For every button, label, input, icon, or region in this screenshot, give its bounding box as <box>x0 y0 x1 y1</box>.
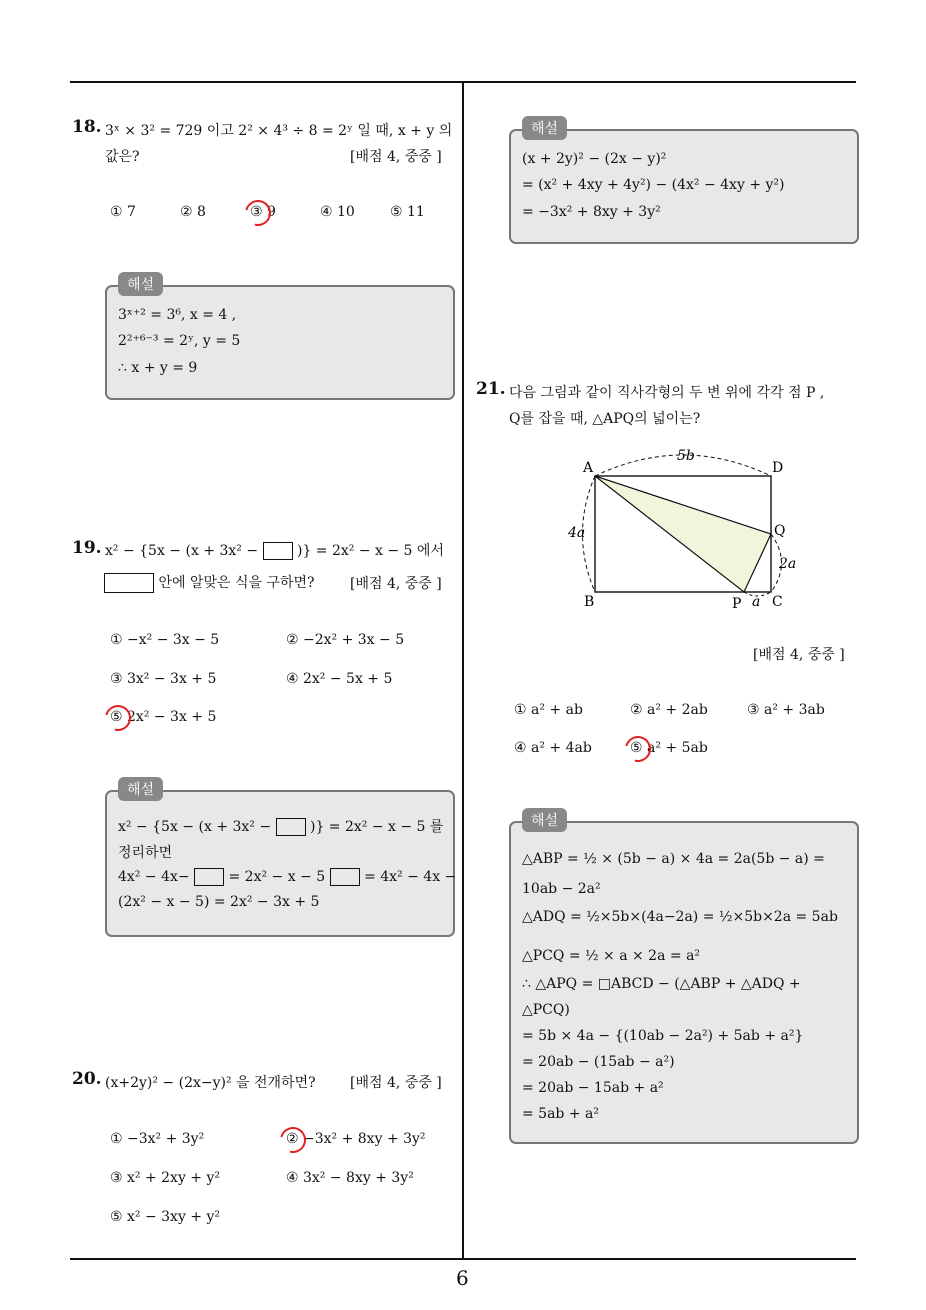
score-label: [배점 4, 중중 ] <box>753 647 845 663</box>
solution-box <box>105 790 455 937</box>
option-3[interactable]: ③ x² + 2xy + y² <box>110 1170 221 1186</box>
option-2[interactable]: ② −2x² + 3x − 5 <box>286 632 405 648</box>
option-4[interactable]: ④ 2x² − 5x + 5 <box>286 671 393 687</box>
question-stem: 다음 그림과 같이 직사각형의 두 변 위에 각각 점 P , <box>509 385 825 401</box>
solution-part: = 2x² − x − 5 <box>228 869 326 885</box>
option-1[interactable]: ① −3x² + 3y² <box>110 1131 205 1147</box>
column-divider <box>462 82 464 1260</box>
label-D: D <box>772 460 784 476</box>
solution-part: x² − {5x − (x + 3x² − <box>118 819 272 835</box>
page-number: 6 <box>456 1266 469 1290</box>
answer-mark <box>100 700 136 736</box>
question-stem <box>105 540 444 560</box>
solution-line: = 5ab + a² <box>522 1106 599 1122</box>
label-P: P <box>732 596 742 612</box>
solution-line: = −3x² + 8xy + 3y² <box>522 204 661 220</box>
solution-badge: 해설 <box>522 116 567 140</box>
solution-line: △PCQ = ½ × a × 2a = a² <box>522 948 701 964</box>
solution-line: (2x² − x − 5) = 2x² − 3x + 5 <box>118 894 320 910</box>
question-stem <box>104 572 315 593</box>
label-C: C <box>772 594 783 610</box>
solution-line: △PCQ) <box>522 1002 570 1018</box>
answer-mark <box>620 731 656 767</box>
solution-badge: 해설 <box>118 272 163 296</box>
stem-part: x² − {5x − (x + 3x² − <box>105 543 259 559</box>
solution-box <box>509 129 859 244</box>
solution-box <box>105 285 455 400</box>
option-3[interactable]: ③ 9 <box>250 204 276 220</box>
question-stem: 값은? <box>105 149 140 165</box>
answer-blank <box>194 868 224 886</box>
option-5[interactable]: ⑤ 2x² − 3x + 5 <box>110 709 217 725</box>
solution-line: 2²⁺⁶⁻³ = 2ʸ, y = 5 <box>118 333 241 349</box>
bottom-rule <box>70 1258 856 1260</box>
solution-line: = 20ab − (15ab − a²) <box>522 1054 675 1070</box>
question-stem: 3ˣ × 3² = 729 이고 2² × 4³ ÷ 8 = 2ʸ 일 때, x + y 의 <box>105 123 453 139</box>
solution-badge: 해설 <box>118 777 163 801</box>
answer-blank <box>330 868 360 886</box>
answer-blank <box>276 818 306 836</box>
rectangle-figure <box>560 440 800 615</box>
score-label: [배점 4, 중중 ] <box>350 1075 442 1091</box>
question-number: 20. <box>72 1069 102 1089</box>
answer-mark <box>275 1122 311 1158</box>
solution-line: 정리하면 <box>118 845 173 861</box>
solution-badge: 해설 <box>522 808 567 832</box>
option-4[interactable]: ④ 10 <box>320 204 355 220</box>
solution-line: = (x² + 4xy + 4y²) − (4x² − 4xy + y²) <box>522 177 785 193</box>
solution-part: = 4x² − 4x − <box>364 869 457 885</box>
solution-line: ∴ △APQ = □ABCD − (△ABP + △ADQ + <box>522 976 801 992</box>
label-A: A <box>583 460 594 476</box>
solution-line: = 5b × 4a − {(10ab − 2a²) + 5ab + a²} <box>522 1028 804 1044</box>
answer-blank <box>104 573 154 593</box>
option-2[interactable]: ② −3x² + 8xy + 3y² <box>286 1131 426 1147</box>
option-5[interactable]: ⑤ x² − 3xy + y² <box>110 1209 221 1225</box>
dimension-5b: 5b <box>677 448 695 464</box>
question-number: 18. <box>72 117 102 137</box>
solution-part: )} = 2x² − x − 5 를 <box>309 819 444 835</box>
solution-line: = 20ab − 15ab + a² <box>522 1080 664 1096</box>
solution-line: (x + 2y)² − (2x − y)² <box>522 151 667 167</box>
question-number: 19. <box>72 538 102 558</box>
option-5[interactable]: ⑤ a² + 5ab <box>630 740 708 756</box>
question-stem: (x+2y)² − (2x−y)² 을 전개하면? <box>105 1075 316 1091</box>
solution-line: △ABP = ½ × (5b − a) × 4a = 2a(5b − a) = <box>522 851 825 867</box>
score-label: [배점 4, 중중 ] <box>350 576 442 592</box>
answer-blank <box>263 542 293 560</box>
solution-line: 3ˣ⁺² = 3⁶, x = 4 , <box>118 307 237 323</box>
label-Q: Q <box>774 523 786 539</box>
triangle-APQ <box>595 476 771 592</box>
option-2[interactable]: ② a² + 2ab <box>630 702 708 718</box>
answer-mark <box>240 195 276 231</box>
label-B: B <box>584 594 595 610</box>
question-stem: Q를 잡을 때, △APQ의 넓이는? <box>509 411 701 427</box>
stem-part: )} = 2x² − x − 5 에서 <box>296 543 444 559</box>
dimension-2a: 2a <box>779 556 797 572</box>
stem-part: 안에 알맞은 식을 구하면? <box>158 575 315 591</box>
option-1[interactable]: ① a² + ab <box>514 702 583 718</box>
option-3[interactable]: ③ 3x² − 3x + 5 <box>110 671 217 687</box>
score-label: [배점 4, 중중 ] <box>350 149 442 165</box>
solution-line <box>118 816 443 836</box>
solution-line: 10ab − 2a² <box>522 881 601 897</box>
solution-box <box>509 821 859 1144</box>
option-4[interactable]: ④ a² + 4ab <box>514 740 592 756</box>
option-3[interactable]: ③ a² + 3ab <box>747 702 825 718</box>
option-4[interactable]: ④ 3x² − 8xy + 3y² <box>286 1170 414 1186</box>
dimension-a: a <box>752 594 761 610</box>
option-1[interactable]: ① −x² − 3x − 5 <box>110 632 220 648</box>
option-1[interactable]: ① 7 <box>110 204 136 220</box>
solution-line: △ADQ = ½×5b×(4a−2a) = ½×5b×2a = 5ab <box>522 909 838 925</box>
dimension-4a: 4a <box>568 525 586 541</box>
solution-line <box>118 868 456 886</box>
solution-part: 4x² − 4x− <box>118 869 190 885</box>
option-2[interactable]: ② 8 <box>180 204 206 220</box>
solution-line: ∴ x + y = 9 <box>118 360 198 376</box>
question-number: 21. <box>476 379 506 399</box>
option-5[interactable]: ⑤ 11 <box>390 204 425 220</box>
